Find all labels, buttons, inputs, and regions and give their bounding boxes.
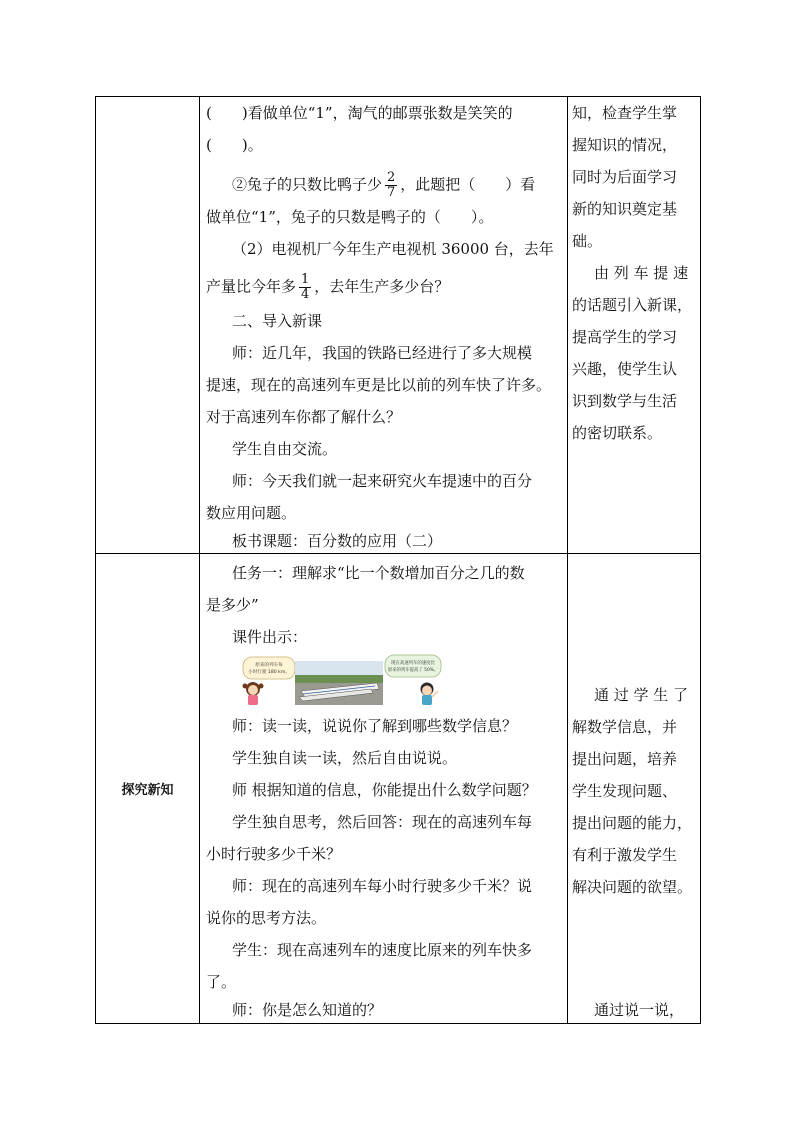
note-line: 握知识的情况， bbox=[572, 136, 678, 154]
text-line: 学生自由交流。 bbox=[232, 440, 338, 458]
text-line: ( )看做单位“1”，淘气的邮票张数是笑笑的 bbox=[206, 104, 513, 122]
column-divider-1 bbox=[199, 97, 200, 1023]
note-line: 解决问题的欲望。 bbox=[572, 878, 693, 896]
text-line: 对于高速列车你都了解什么？ bbox=[206, 408, 402, 426]
text-line: 数应用问题。 bbox=[206, 504, 297, 522]
note-line: 由 列 车 提 速 bbox=[594, 264, 689, 282]
fraction-denominator: 4 bbox=[301, 287, 310, 302]
fraction-numerator: 2 bbox=[387, 170, 396, 185]
text-line: 提速，现在的高速列车更是比以前的列车快了许多。 bbox=[206, 376, 552, 394]
section-label: 探究新知 bbox=[121, 783, 174, 798]
text-segment: ，去年生产多少台？ bbox=[314, 277, 450, 296]
note-line: 新的知识奠定基 bbox=[572, 200, 678, 218]
girl-figure-icon bbox=[243, 682, 264, 705]
text-line: 课件出示： bbox=[232, 628, 308, 646]
fraction-two-sevenths bbox=[385, 171, 397, 200]
column-divider-2 bbox=[567, 97, 568, 1023]
fraction-denominator: 7 bbox=[387, 185, 396, 200]
text-segment: ②兔子的只数比鸭子少 bbox=[232, 175, 383, 194]
text-line: 学生独自思考，然后回答：现在的高速列车每 bbox=[232, 813, 533, 831]
text-line: 任务一：理解求“比一个数增加百分之几的数 bbox=[232, 564, 525, 582]
speech-bubble-right bbox=[385, 655, 441, 677]
text-segment: ，此题把（ ）看 bbox=[400, 175, 536, 194]
text-line: 师：今天我们就一起来研究火车提速中的百分 bbox=[232, 472, 533, 490]
note-line: 兴趣，使学生认 bbox=[572, 360, 678, 378]
text-line: 板书课题：百分数的应用（二） bbox=[232, 532, 443, 550]
note-line: 通过说一说， bbox=[594, 1001, 685, 1019]
note-line: 提出问题的能力， bbox=[572, 814, 693, 832]
text-line: 师：读一读，说说你了解到哪些数学信息？ bbox=[232, 717, 518, 735]
text-line: 说你的思考方法。 bbox=[206, 909, 327, 927]
bubble-left-text-2: 小时行驶 180 km。 bbox=[248, 670, 290, 675]
text-line: 是多少” bbox=[206, 596, 259, 614]
text-line: （2）电视机厂今年生产电视机 36000 台，去年 bbox=[232, 240, 554, 258]
note-line: 通 过 学 生 了 bbox=[594, 686, 689, 704]
text-line: 学生独自读一读，然后自由说说。 bbox=[232, 749, 458, 767]
text-line: 师：你是怎么知道的？ bbox=[232, 1001, 383, 1019]
train-illustration-svg bbox=[239, 653, 444, 707]
text-segment: 产量比今年多 bbox=[206, 277, 297, 296]
section-heading: 二、导入新课 bbox=[232, 312, 323, 330]
fraction-numerator: 1 bbox=[301, 272, 310, 287]
text-line: 了。 bbox=[206, 973, 237, 991]
note-line: 识到数学与生活 bbox=[572, 392, 678, 410]
note-line: 的密切联系。 bbox=[572, 424, 663, 442]
note-line: 提高学生的学习 bbox=[572, 328, 678, 346]
note-line: 提出问题，培养 bbox=[572, 750, 678, 768]
train-photo bbox=[295, 661, 383, 705]
lesson-table bbox=[95, 96, 701, 1024]
text-line bbox=[206, 273, 449, 302]
text-line: 师 根据知道的信息，你能提出什么数学问题？ bbox=[232, 781, 537, 799]
row-divider bbox=[96, 553, 700, 554]
note-line: 础。 bbox=[572, 232, 603, 250]
note-line: 有利于激发学生 bbox=[572, 846, 678, 864]
text-line: 小时行驶多少千米？ bbox=[206, 845, 342, 863]
note-line: 同时为后面学习 bbox=[572, 168, 678, 186]
boy-figure-icon bbox=[421, 683, 439, 706]
courseware-illustration bbox=[239, 653, 444, 707]
text-line bbox=[232, 171, 535, 200]
speech-bubble-left bbox=[243, 657, 295, 679]
bubble-left-text-1: 原来的列车每 bbox=[255, 663, 283, 668]
note-line: 学生发现问题、 bbox=[572, 782, 678, 800]
bubble-right-text-1: 现在高速列车的速度比 bbox=[391, 661, 435, 666]
note-line: 知，检查学生掌 bbox=[572, 104, 678, 122]
text-line: 做单位“1”，兔子的只数是鸭子的（ ）。 bbox=[206, 208, 494, 226]
text-line: ( )。 bbox=[206, 136, 263, 154]
text-line: 师：现在的高速列车每小时行驶多少千米？说 bbox=[232, 877, 533, 895]
bubble-right-text-2: 原来的列车提高了 50%。 bbox=[387, 668, 439, 673]
fraction-one-quarter bbox=[299, 273, 311, 302]
text-line: 师：近几年，我国的铁路已经进行了多大规模 bbox=[232, 344, 533, 362]
note-line: 的话题引入新课， bbox=[572, 296, 693, 314]
note-line: 解数学信息，并 bbox=[572, 718, 678, 736]
text-line: 学生：现在高速列车的速度比原来的列车快多 bbox=[232, 941, 533, 959]
